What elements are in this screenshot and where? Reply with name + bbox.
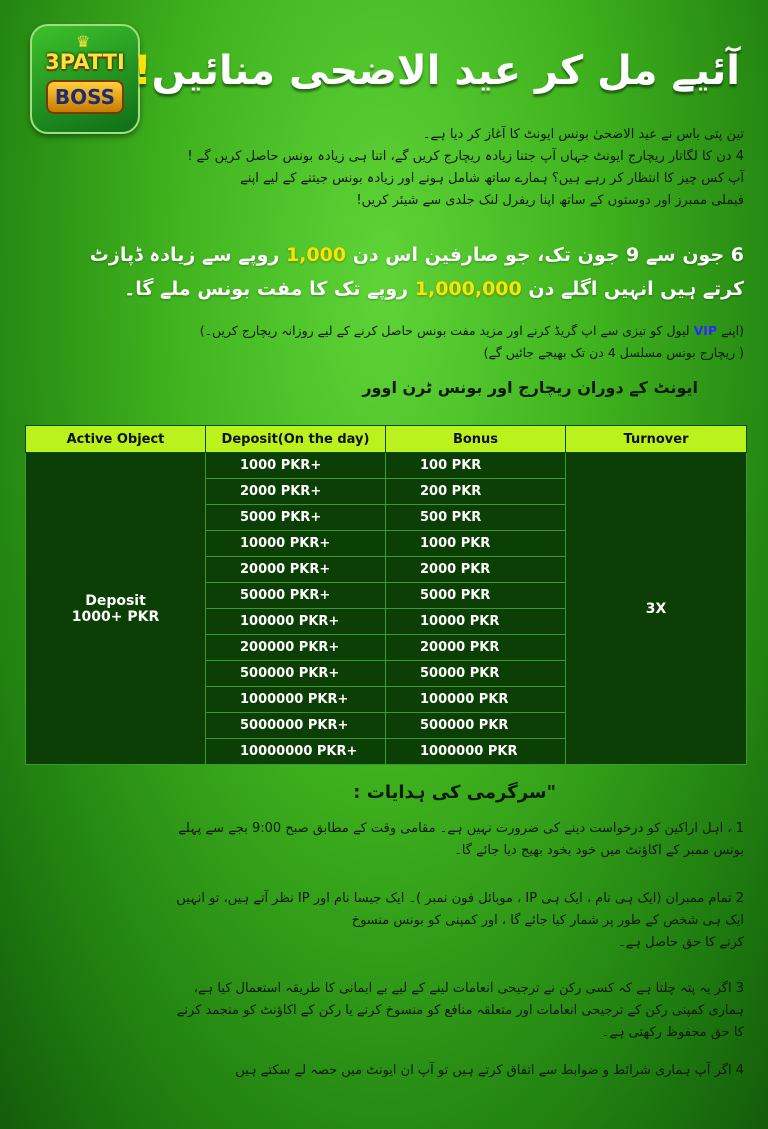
note-text: لیول کو تیزی سے اپ گریڈ کرنے اور مزید مفت بونس حاصل کرنے کے لیے روزانہ ریچارج کریں۔): [199, 323, 690, 338]
deposit-cell: 10000 PKR+: [206, 531, 386, 557]
note-line-2: ( ریچارج بونس مسلسل 4 دن تک بھیجے جائیں گے): [483, 345, 744, 360]
deposit-cell: 20000 PKR+: [206, 557, 386, 583]
page-title-exclaim: !: [133, 48, 152, 94]
header-active-object: Active Object: [26, 426, 206, 453]
logo-text-3patti: 3PATTI: [45, 50, 125, 74]
bonus-cell: 10000 PKR: [386, 609, 566, 635]
deposit-cell: 2000 PKR+: [206, 479, 386, 505]
bonus-cell: 100000 PKR: [386, 687, 566, 713]
bonus-cell: 500 PKR: [386, 505, 566, 531]
vip-label: VIP: [693, 323, 718, 338]
page-title-text: آئیے مل کر عید الاضحی منائیں: [151, 48, 740, 94]
deposit-cell: 1000000 PKR+: [206, 687, 386, 713]
bonus-cell: 2000 PKR: [386, 557, 566, 583]
deposit-cell: 5000000 PKR+: [206, 713, 386, 739]
intro-line: آپ کس چیز کا انتظار کر رہے ہیں؟ ہمارے ساتھ شامل ہونے اور زیادہ بونس جیتنے کے لیے اپنے: [240, 171, 744, 186]
rule-line: ہماری کمپنی رکن کے ترجیحی انعامات اور متعلقہ منافع کو منسوخ کرنے یا رکن کے اکاؤنٹ کو منجمد کرنے: [176, 1003, 744, 1018]
bonus-cell: 20000 PKR: [386, 635, 566, 661]
rule-line: 3 اگر یہ پتہ چلتا ہے کہ کسی رکن نے ترجیحی انعامات لینے کے لیے بے ایمانی کا طریقہ استعمال کیا ہے،: [193, 981, 744, 996]
rule-item: [22, 888, 744, 954]
active-object-line: Deposit: [85, 592, 146, 609]
rule-line: بونس ممبر کے اکاؤنٹ میں خود بخود بھیج دیا جائے گا۔: [454, 843, 744, 858]
promo-text: روپے سے زیادہ ڈپازٹ: [89, 244, 280, 266]
bonus-cell: 1000 PKR: [386, 531, 566, 557]
promo-text: روپے تک کا مفت بونس ملے گا۔: [124, 278, 409, 300]
promo-highlight: [20, 238, 744, 306]
instructions-title: "سرگرمی کی ہدایات :: [353, 782, 556, 803]
active-object-cell: [26, 453, 206, 765]
deposit-cell: 200000 PKR+: [206, 635, 386, 661]
active-object-line: 1000+ PKR: [71, 608, 160, 625]
rule-line: ایک ہی شخص کے طور پر شمار کیا جائے گا ، اور کمپنی کو بونس منسوخ: [351, 913, 744, 928]
header-deposit: Deposit(On the day): [206, 426, 386, 453]
event-table-title: ایونٹ کے دوران ریچارج اور بونس ٹرن اوور: [362, 378, 698, 397]
promo-text: کرتے ہیں انہیں اگلے دن: [528, 278, 744, 300]
intro-line: تین پتی باس نے عید الاضحیٰ بونس ایونٹ کا آغاز کر دیا ہے۔: [422, 127, 744, 142]
note-text: (اپنے: [721, 323, 744, 338]
promo-line-1: [20, 238, 744, 272]
rule-line: 2 تمام ممبران (ایک ہی نام ، ایک ہی IP ، موبائل فون نمبر )۔ ایک جیسا نام اور IP نظر آتے ہیں، تو انہیں: [176, 891, 744, 906]
crown-icon: ♛: [76, 32, 91, 51]
bonus-cell: 1000000 PKR: [386, 739, 566, 765]
promo-amount: 1,000: [285, 244, 347, 266]
header-bonus: Bonus: [386, 426, 566, 453]
deposit-cell: 500000 PKR+: [206, 661, 386, 687]
deposit-cell: 5000 PKR+: [206, 505, 386, 531]
table-header-row: [26, 426, 747, 453]
note-line-1: [22, 320, 744, 342]
deposit-cell: 1000 PKR+: [206, 453, 386, 479]
rule-line: 4 اگر آپ ہماری شرائط و ضوابط سے اتفاق کرتے ہیں تو آپ ان ایونٹ میں حصہ لے سکتے ہیں: [235, 1063, 744, 1078]
vip-note: [22, 320, 744, 364]
rule-line: 1 ، اہل اراکین کو درخواست دینے کی ضرورت نہیں ہے۔ مقامی وقت کے مطابق صبح 9:00 بجے سے پہلے: [178, 821, 744, 836]
deposit-cell: 100000 PKR+: [206, 609, 386, 635]
promo-amount: 1,000,000: [414, 278, 522, 300]
bonus-cell: 200 PKR: [386, 479, 566, 505]
rule-line: کرنے کا حق حاصل ہے۔: [618, 935, 744, 950]
bonus-cell: 500000 PKR: [386, 713, 566, 739]
promo-line-2: [20, 272, 744, 306]
bonus-table: [25, 425, 746, 764]
bonus-cell: 50000 PKR: [386, 661, 566, 687]
header-turnover: Turnover: [566, 426, 747, 453]
rule-line: کا حق محفوظ رکھتی ہے۔: [601, 1025, 744, 1040]
app-logo: [30, 24, 140, 134]
rule-item: [22, 978, 744, 1044]
bonus-cell: 100 PKR: [386, 453, 566, 479]
logo-text-boss: BOSS: [46, 80, 124, 114]
promo-text: 6 جون سے 9 جون تک، جو صارفین اس دن: [352, 244, 744, 266]
bonus-cell: 5000 PKR: [386, 583, 566, 609]
deposit-cell: 10000000 PKR+: [206, 739, 386, 765]
rule-item: [22, 1060, 744, 1082]
turnover-cell: 3X: [566, 453, 747, 765]
page-title: [133, 48, 740, 94]
deposit-cell: 50000 PKR+: [206, 583, 386, 609]
intro-line: فیملی ممبرز اور دوستوں کے ساتھ اپنا ریفرل لنک جلدی سے شیئر کریں!: [356, 193, 744, 208]
table-row: [26, 453, 747, 479]
intro-text: [22, 124, 744, 212]
intro-line: 4 دن کا لگاتار ریچارج ایونٹ جہاں آپ جتنا زیادہ ریچارج کریں گے، اتنا ہی زیادہ بونس حاصل کریں گے !: [187, 149, 744, 164]
rule-item: [22, 818, 744, 862]
